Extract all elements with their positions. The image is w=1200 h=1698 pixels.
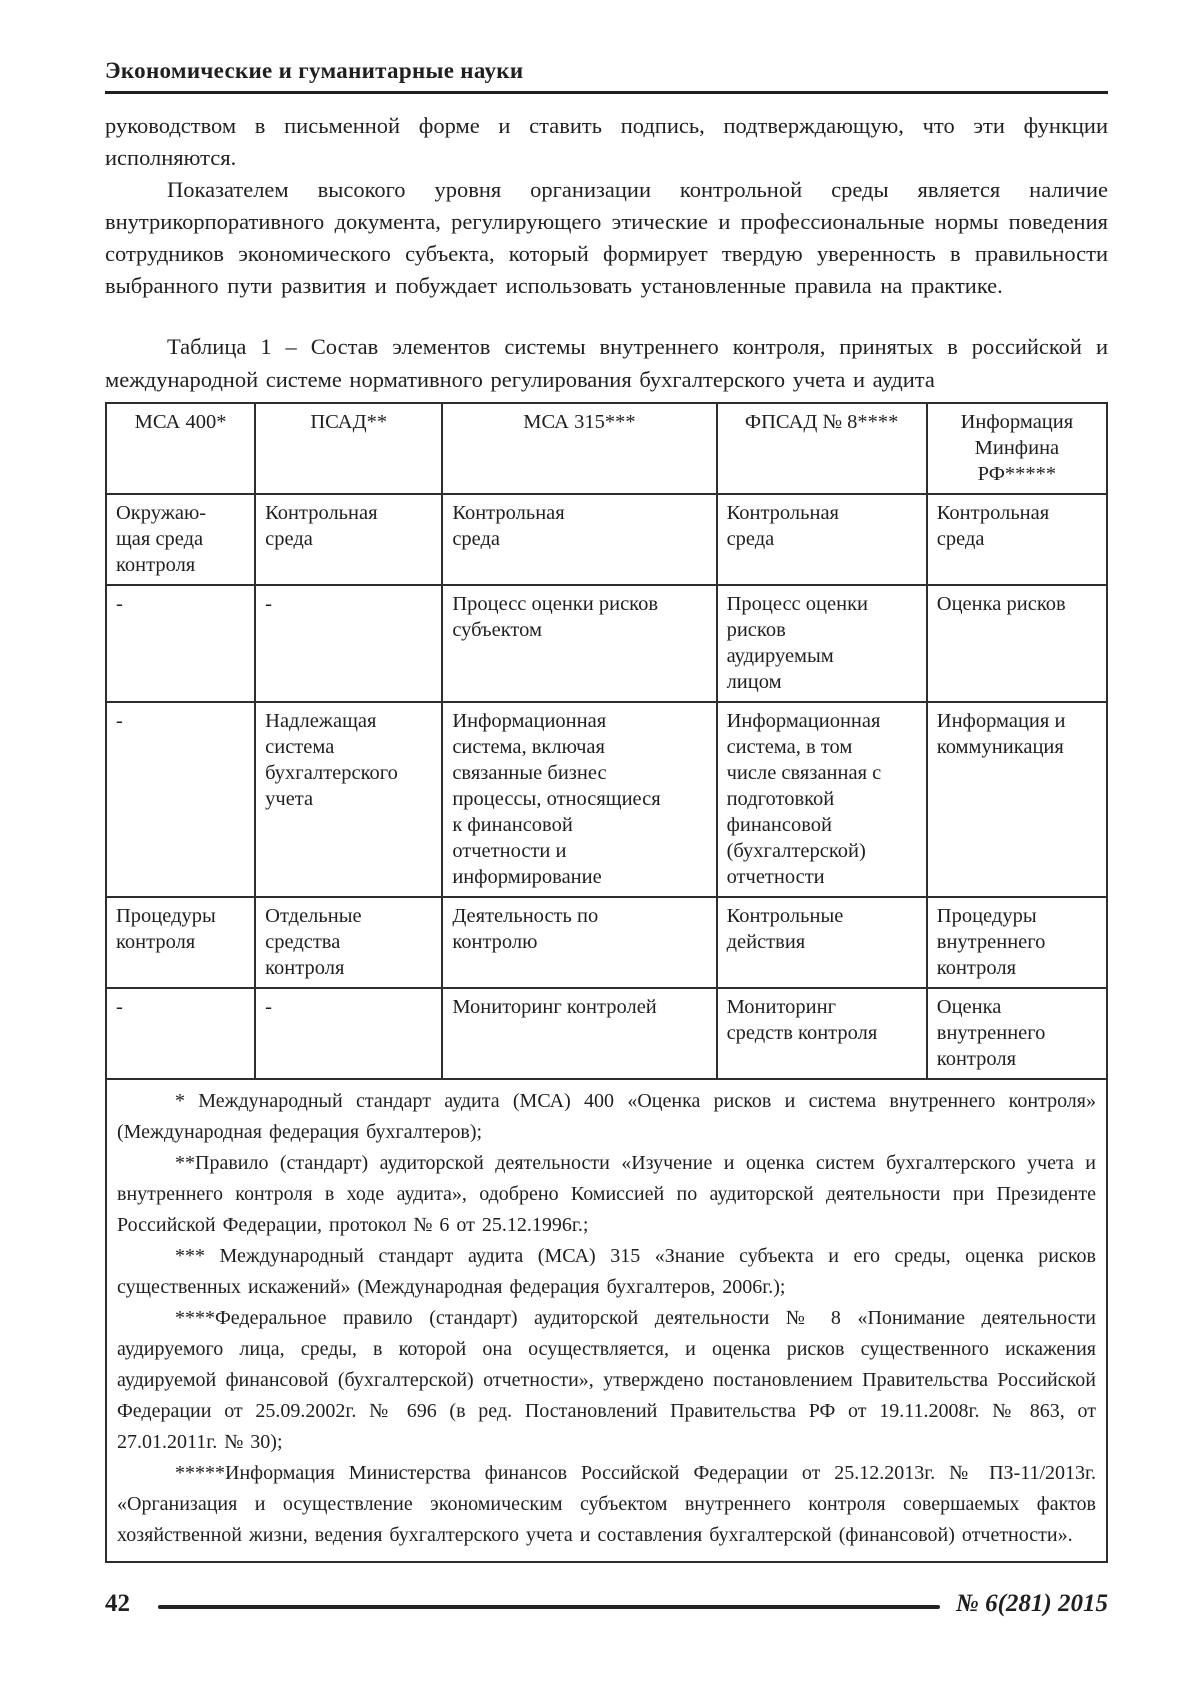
table-footnotes (106, 1079, 1107, 1562)
table-cell: Деятельность по контролю (442, 897, 716, 988)
table-row (106, 702, 1107, 897)
table-cell: - (106, 702, 255, 897)
table-row (106, 585, 1107, 702)
journal-section-title: Экономические и гуманитарные науки (105, 58, 524, 83)
column-header-msa400: МСА 400* (106, 403, 255, 494)
column-header-msa315: МСА 315*** (442, 403, 716, 494)
page-number: 42 (105, 1590, 130, 1617)
journal-issue-number: № 6(281) 2015 (955, 1590, 1108, 1617)
table-cell: Надлежащая система бухгалтерского учета (255, 702, 442, 897)
table-row (106, 897, 1107, 988)
footer-divider-line (158, 1605, 940, 1609)
table-cell: Контрольная среда (717, 494, 927, 585)
table-cell: - (255, 988, 442, 1079)
table-cell: Оценка рисков (927, 585, 1107, 702)
table-cell: Мониторинг средств контроля (717, 988, 927, 1079)
column-header-fpsad8: ФПСАД № 8**** (717, 403, 927, 494)
running-header (105, 58, 1108, 94)
column-header-minfin-info: Информация Минфина РФ***** (927, 403, 1107, 494)
table-caption: Таблица 1 – Состав элементов системы внутреннего контроля, принятых в российской и международной системе нормативного регулирования бухгалтерского учета и аудита (105, 334, 1108, 392)
table-cell: Отдельные средства контроля (255, 897, 442, 988)
footnote: * Международный стандарт аудита (МСА) 400 «Оценка рисков и система внутреннего контроля» (Международная федерация бухгалтеров); (117, 1090, 1096, 1143)
table-cell: Процесс оценки рисков субъектом (442, 585, 716, 702)
table-cell: Информационная система, включая связанные бизнес процессы, относящиеся к финансовой отчетности и информирование (442, 702, 716, 897)
table-cell: Процедуры контроля (106, 897, 255, 988)
table-row (106, 988, 1107, 1079)
footnote: *****Информация Министерства финансов Российской Федерации от 25.12.2013г. № ПЗ-11/2013г. «Организация и осуществление экономическим субъектом внутреннего контроля совершаемых фактов хозяйственной жизни, ведения бухгалтерского учета и составления бухгалтерской (финансовой) отчетности». (117, 1462, 1096, 1546)
page-body (105, 110, 1108, 1563)
table-cell: Контрольная среда (255, 494, 442, 585)
table-cell: Окружаю- щая среда контроля (106, 494, 255, 585)
table-cell: Контрольная среда (442, 494, 716, 585)
table-cell: Контрольные действия (717, 897, 927, 988)
table-cell: Информационная система, в том числе связанная с подготовкой финансовой (бухгалтерской) отчетности (717, 702, 927, 897)
footnote: ****Федеральное правило (стандарт) аудиторской деятельности № 8 «Понимание деятельности аудируемого лица, среды, в которой она осуществляется, и оценка рисков существенного искажения аудируемой финансовой (бухгалтерской) отчетности», утверждено постановлением Правительства Российской Федерации от 25.09.2002г. № 696 (в ред. Постановлений Правительства РФ от 19.11.2008г. № 863, от 27.01.2011г. № 30); (117, 1307, 1096, 1453)
footnote: *** Международный стандарт аудита (МСА) 315 «Знание субъекта и его среды, оценка рисков существенных искажений» (Международная федерация бухгалтеров, 2006г.); (117, 1245, 1096, 1298)
table-footnotes-row (106, 1079, 1107, 1562)
table-cell: - (255, 585, 442, 702)
table-cell: Мониторинг контролей (442, 988, 716, 1079)
footnote: **Правило (стандарт) аудиторской деятельности «Изучение и оценка систем бухгалтерского учета и внутреннего контроля в ходе аудита», одобрено Комиссией по аудиторской деятельности при Президенте Российской Федерации, протокол № 6 от 25.12.1996г.; (117, 1152, 1096, 1236)
paragraph: Показателем высокого уровня организации контрольной среды является наличие внутрикорпоративного документа, регулирующего этические и профессиональные нормы поведения сотрудников экономического субъекта, который формирует твердую уверенность в правильности выбранного пути развития и побуждает использовать установленные правила на практике. (105, 177, 1108, 298)
column-header-psad: ПСАД** (255, 403, 442, 494)
table-cell: Информация и коммуникация (927, 702, 1107, 897)
paragraph: руководством в письменной форме и ставить подпись, подтверждающую, что эти функции исполняются. (105, 113, 1108, 170)
table-header-row (106, 403, 1107, 494)
page-footer (105, 1590, 1108, 1618)
table-cell: - (106, 988, 255, 1079)
table-cell: Оценка внутреннего контроля (927, 988, 1107, 1079)
table-cell: Процесс оценки рисков аудируемым лицом (717, 585, 927, 702)
standards-comparison-table (105, 402, 1108, 1563)
table-cell: - (106, 585, 255, 702)
table-cell: Процедуры внутреннего контроля (927, 897, 1107, 988)
table-row (106, 494, 1107, 585)
table-cell: Контрольная среда (927, 494, 1107, 585)
